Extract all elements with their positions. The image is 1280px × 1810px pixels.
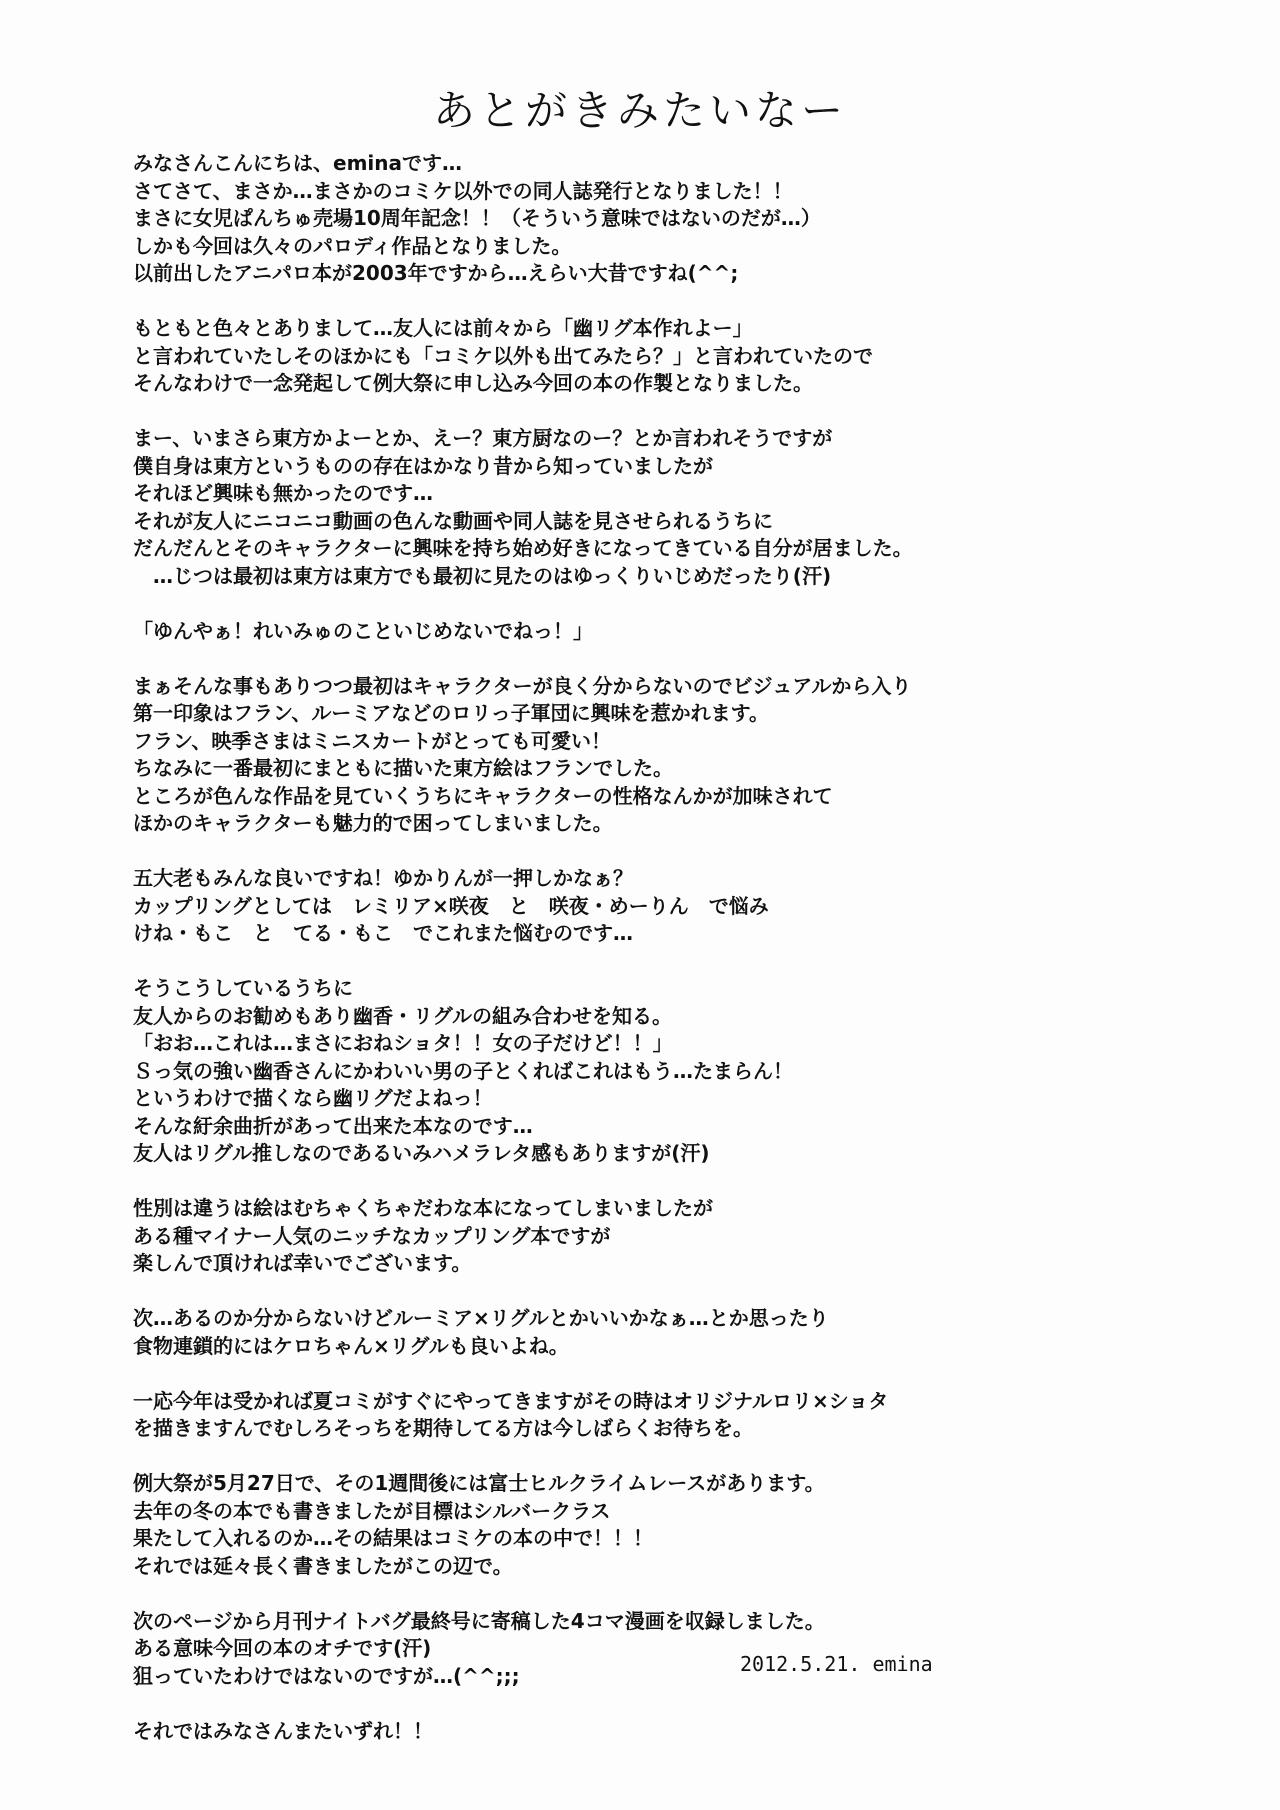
- paragraph-3: [133, 425, 1153, 590]
- text-line: だんだんとそのキャラクターに興味を持ち始め好きになってきている自分が居ました。: [133, 536, 913, 560]
- text-line: 例大祭が5月27日で、その1週間後には富士ヒルクライムレースがあります。: [133, 1471, 825, 1495]
- text-line: 僕自身は東方というものの存在はかなり昔から知っていましたが: [133, 453, 713, 478]
- paragraph-11: [133, 1470, 1153, 1580]
- signature-date: 2012.5.21. emina: [740, 1652, 933, 1676]
- text-line: ところが色んな作品を見ていくうちにキャラクターの性格なんかが加味されて: [133, 783, 833, 808]
- text-line: 去年の冬の本でも書きましたが目標はシルバークラス: [133, 1498, 611, 1523]
- text-line: そうこうしているうちに: [133, 976, 353, 1000]
- text-line: Ｓっ気の強い幽香さんにかわいい男の子とくればこれはもう…たまらん！: [133, 1058, 793, 1083]
- paragraph-13: [133, 1718, 1153, 1746]
- text-line: 性別は違うは絵はむちゃくちゃだわな本になってしまいましたが: [133, 1196, 713, 1220]
- text-line: 次のページから月刊ナイトバグ最終号に寄稿した4コマ漫画を収録しました。: [133, 1608, 825, 1633]
- paragraph-2: [133, 315, 1153, 398]
- text-line: 一応今年は受かれば夏コミがすぐにやってきますがその時はオリジナルロリ×ショタ: [133, 1388, 889, 1413]
- text-line: 五大老もみんな良いですね！ゆかりんが一押しかなぁ？: [133, 866, 633, 890]
- text-line: を描きますんでむしろそっちを期待してる方は今しばらくお待ちを。: [133, 1416, 753, 1440]
- text-line: というわけで描くなら幽リグだよねっ！: [133, 1086, 493, 1110]
- text-line: そんな紆余曲折があって出来た本なのです…: [133, 1113, 533, 1138]
- text-line: フラン、映季さまはミニスカートがとっても可愛い！: [133, 728, 611, 753]
- paragraph-5: [133, 673, 1153, 838]
- text-line: それではみなさんまたいずれ！！: [133, 1718, 433, 1743]
- text-line: 友人からのお勧めもあり幽香・リグルの組み合わせを知る。: [133, 1003, 672, 1028]
- text-line: 食物連鎖的にはケロちゃん×リグルも良いよね。: [133, 1333, 569, 1358]
- text-line: ほかのキャラクターも魅力的で困ってしまいました。: [133, 811, 613, 835]
- text-line: 楽しんで頂ければ幸いでございます。: [133, 1251, 472, 1275]
- text-line: それでは延々長く書きましたがこの辺で。: [133, 1553, 513, 1578]
- afterword-body: [133, 150, 1153, 1773]
- text-line: ちなみに一番最初にまともに描いた東方絵はフランでした。: [133, 756, 673, 780]
- text-line: しかも今回は久々のパロディ作品となりました。: [133, 233, 572, 258]
- paragraph-12: [133, 1608, 1153, 1691]
- paragraph-9: [133, 1305, 1153, 1360]
- text-line: けね・もこ と てる・もこ でこれまた悩むのです…: [133, 921, 633, 945]
- text-line: と言われていたしそのほかにも「コミケ以外も出てみたら？」と言われていたので: [133, 343, 873, 368]
- paragraph-1: [133, 150, 1153, 288]
- text-line: 「ゆんやぁ！れいみゅのこといじめないでねっ！」: [133, 618, 593, 643]
- paragraph-4: [133, 618, 1153, 646]
- text-line: ある種マイナー人気のニッチなカップリング本ですが: [133, 1223, 611, 1248]
- paragraph-10: [133, 1388, 1153, 1443]
- text-line: まさに女児ぱんちゅ売場10周年記念！！（そういう意味ではないのだが…）: [133, 206, 821, 230]
- text-line: まー、いまさら東方かよーとか、えー？東方厨なのー？とか言われそうですが: [133, 426, 833, 450]
- text-line: それが友人にニコニコ動画の色んな動画や同人誌を見させられるうちに: [133, 508, 773, 533]
- text-line: さてさて、まさか…まさかのコミケ以外での同人誌発行となりました！！: [133, 178, 793, 203]
- text-line: それほど興味も無かったのです…: [133, 481, 433, 505]
- text-line: 友人はリグル推しなのであるいみハメラレタ感もありますが(汗): [133, 1141, 710, 1165]
- text-line: 「おお…これは…まさにおねショタ！！女の子だけど！！」: [133, 1031, 673, 1055]
- text-line: 狙っていたわけではないのですが…(^^;;;: [133, 1663, 520, 1688]
- text-line: 次…あるのか分からないけどルーミア×リグルとかいいかなぁ…とか思ったり: [133, 1306, 829, 1330]
- text-line: ある意味今回の本のオチです(汗): [133, 1636, 432, 1660]
- text-line: カップリングとしては レミリア×咲夜 と 咲夜・めーりん で悩み: [133, 893, 769, 918]
- text-line: 第一印象はフラン、ルーミアなどのロリっ子軍団に興味を惹かれます。: [133, 701, 769, 725]
- page-title: あとがきみたいなー: [432, 86, 847, 135]
- text-line: 果たして入れるのか…その結果はコミケの本の中で！！！: [133, 1526, 653, 1550]
- paragraph-8: [133, 1195, 1153, 1278]
- text-line: まぁそんな事もありつつ最初はキャラクターが良く分からないのでビジュアルから入り: [133, 673, 912, 698]
- paragraph-6: [133, 865, 1153, 948]
- text-line: 以前出したアニパロ本が2003年ですから…えらい大昔ですね(^^;: [133, 261, 739, 285]
- text-line: …じつは最初は東方は東方でも最初に見たのはゆっくりいじめだったり(汗): [133, 563, 832, 588]
- paragraph-7: [133, 975, 1153, 1168]
- text-line: みなさんこんにちは、eminaです…: [133, 151, 462, 175]
- text-line: そんなわけで一念発起して例大祭に申し込み今回の本の作製となりました。: [133, 371, 813, 395]
- text-line: もともと色々とありまして…友人には前々から「幽リグ本作れよー」: [133, 316, 753, 340]
